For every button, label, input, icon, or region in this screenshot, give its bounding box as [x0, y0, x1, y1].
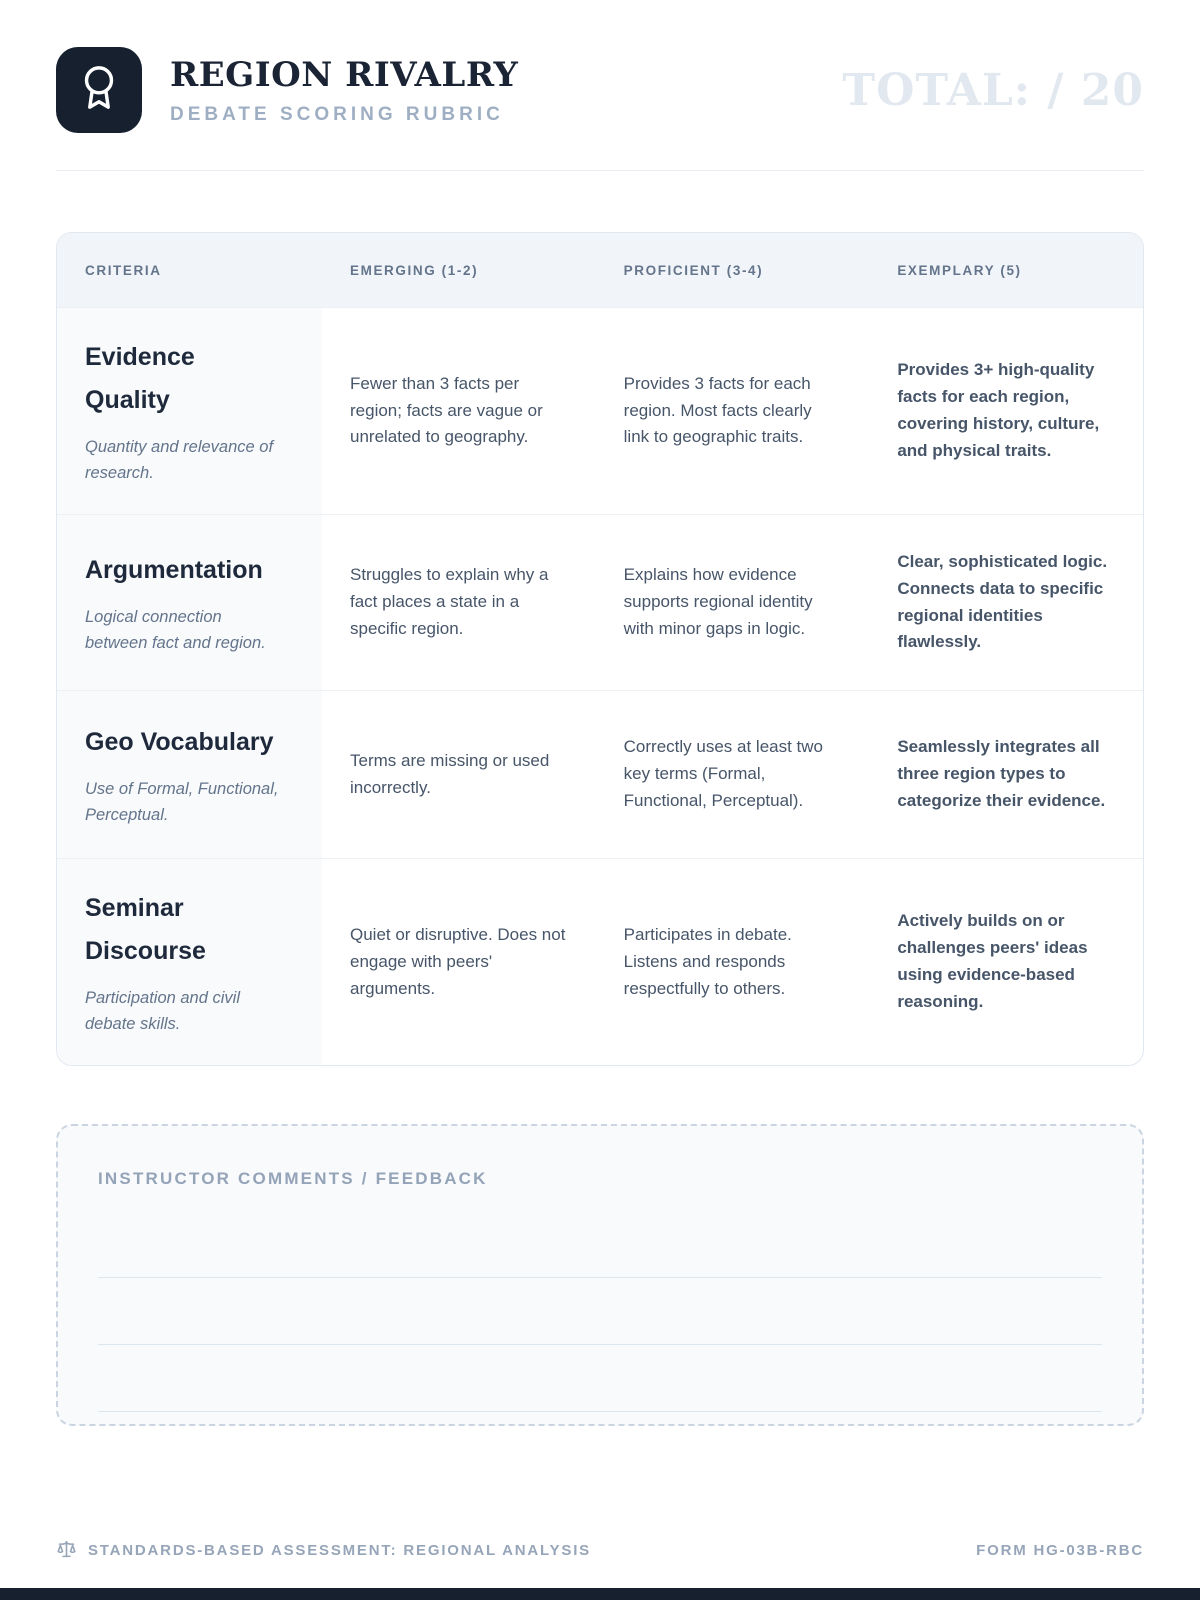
exemplary-cell: Actively builds on or challenges peers' ideas using evidence-based reasoning. — [897, 911, 1088, 1012]
emerging-cell: Fewer than 3 facts per region; facts are vague or unrelated to geography. — [350, 373, 543, 447]
scales-icon — [56, 1538, 77, 1563]
bottom-accent-bar — [0, 1588, 1200, 1600]
award-ribbon-icon — [76, 65, 122, 116]
criterion-title: Geo Vocabulary — [85, 728, 274, 757]
instructor-comments-box — [56, 1124, 1144, 1426]
total-score-label: TOTAL: / 20 — [842, 64, 1144, 116]
criterion-description: Participation and civil debate skills. — [85, 989, 240, 1033]
award-badge — [56, 47, 142, 133]
comment-writing-line — [98, 1344, 1102, 1345]
footer — [56, 1538, 1144, 1563]
criterion-title: Evidence Quality — [85, 343, 195, 414]
header — [0, 0, 1200, 133]
criterion-title: Seminar Discourse — [85, 894, 206, 966]
criterion-title: Argumentation — [85, 556, 263, 585]
criterion-cell — [57, 515, 322, 690]
table-row — [57, 307, 1143, 514]
proficient-cell: Provides 3 facts for each region. Most facts clearly link to geographic traits. — [623, 373, 812, 447]
footer-left — [56, 1538, 591, 1563]
criterion-description: Quantity and relevance of research. — [85, 438, 274, 482]
rubric-table — [56, 232, 1144, 1066]
table-row — [57, 514, 1143, 690]
footer-left-text: STANDARDS-BASED ASSESSMENT: REGIONAL ANALYSIS — [88, 1542, 591, 1559]
exemplary-cell: Seamlessly integrates all three region types to categorize their evidence. — [897, 737, 1106, 811]
criterion-cell — [57, 308, 322, 514]
comments-label: INSTRUCTOR COMMENTS / FEEDBACK — [98, 1169, 488, 1189]
column-header-proficient: PROFICIENT (3-4) — [623, 263, 764, 278]
table-row — [57, 858, 1143, 1065]
proficient-cell: Correctly uses at least two key terms (Formal, Functional, Perceptual). — [623, 737, 824, 811]
comment-writing-line — [98, 1411, 1102, 1412]
exemplary-cell: Provides 3+ high-quality facts for each region, covering history, culture, and physical traits. — [897, 360, 1100, 460]
column-header-criteria: CRITERIA — [85, 263, 162, 278]
column-header-emerging: EMERGING (1-2) — [350, 263, 479, 278]
footer-form-code: FORM HG-03B-RBC — [976, 1542, 1144, 1559]
proficient-cell: Participates in debate. Listens and responds respectfully to others. — [623, 924, 792, 998]
criterion-cell — [57, 691, 322, 858]
page-subtitle: DEBATE SCORING RUBRIC — [170, 103, 504, 125]
column-header-exemplary: EXEMPLARY (5) — [897, 263, 1022, 278]
table-header-row — [57, 233, 1143, 307]
emerging-cell: Struggles to explain why a fact places a state in a specific region. — [350, 565, 549, 639]
emerging-cell: Quiet or disruptive. Does not engage with peers' arguments. — [350, 924, 566, 998]
comment-writing-line — [98, 1277, 1102, 1278]
proficient-cell: Explains how evidence supports regional identity with minor gaps in logic. — [623, 565, 813, 639]
page-title: REGION RIVALRY — [170, 54, 519, 95]
emerging-cell: Terms are missing or used incorrectly. — [350, 750, 550, 797]
exemplary-cell: Clear, sophisticated logic. Connects data to specific regional identities flawlessly. — [897, 551, 1108, 652]
header-divider — [56, 170, 1144, 171]
criterion-description: Use of Formal, Functional, Perceptual. — [85, 780, 279, 824]
header-text — [170, 55, 518, 126]
table-row — [57, 690, 1143, 858]
criterion-description: Logical connection between fact and region. — [85, 608, 266, 652]
criterion-cell — [57, 859, 322, 1065]
